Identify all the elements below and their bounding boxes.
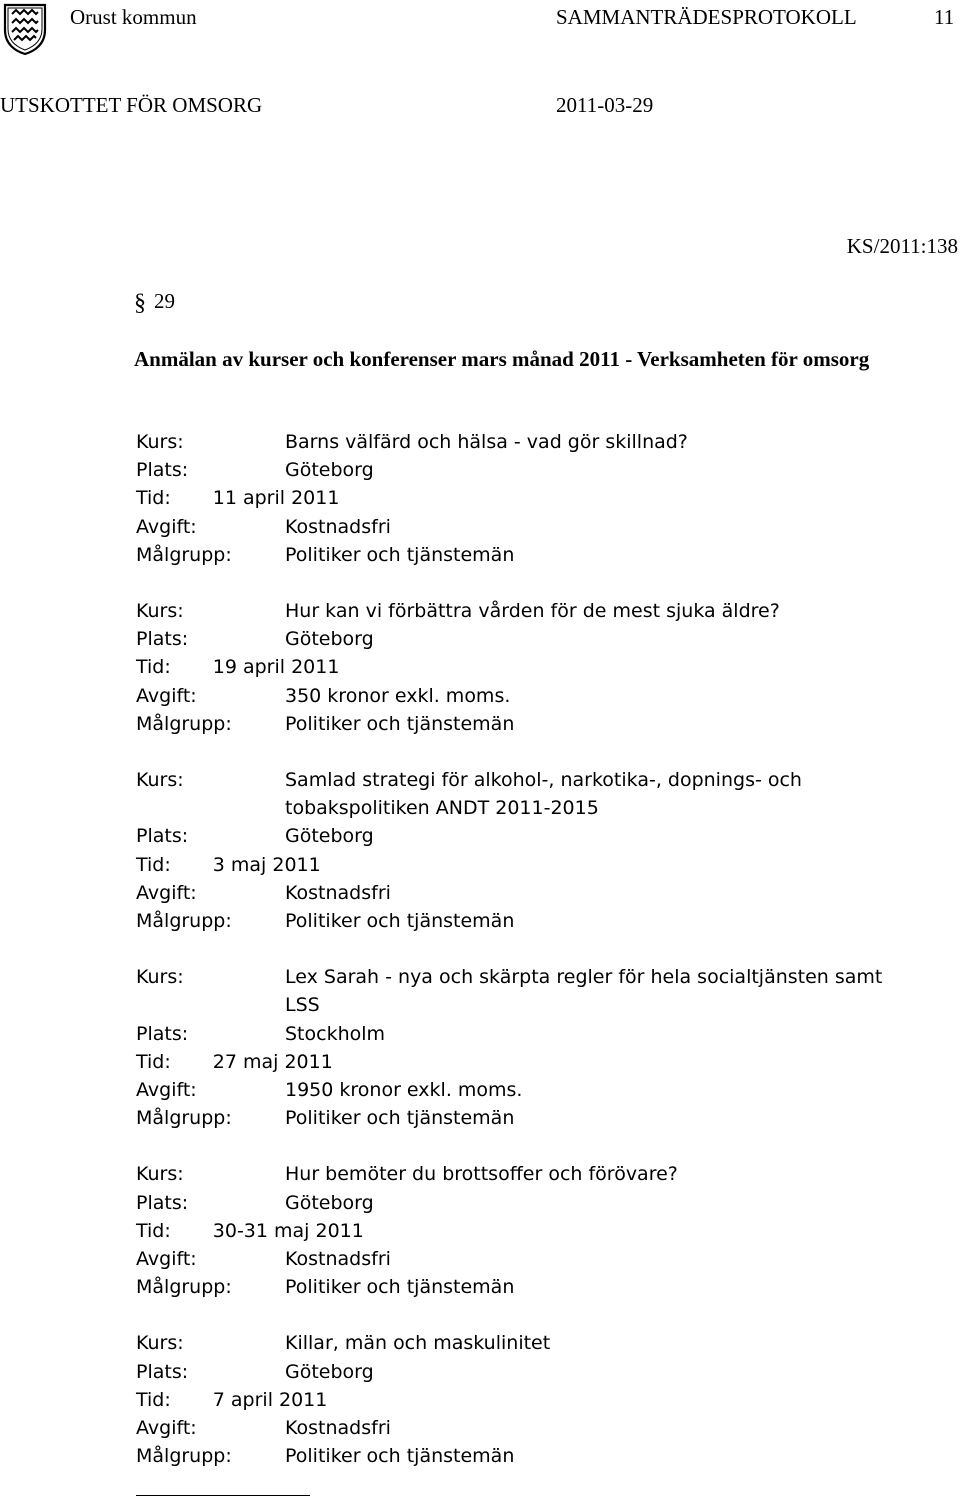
course-malgrupp-label: Målgrupp: <box>136 910 232 933</box>
document-type: SAMMANTRÄDESPROTOKOLL <box>556 5 857 29</box>
course-tid-label: Tid: <box>136 1219 171 1242</box>
course-tid-label: Tid: <box>136 853 171 876</box>
course-tid-row <box>136 1217 946 1245</box>
course-avgift-value: Kostnadsfri <box>285 515 391 538</box>
course-plats-label: Plats: <box>136 628 189 651</box>
page-number: 11 <box>934 5 955 29</box>
course-kurs-row <box>136 428 946 456</box>
course-tid-label: Tid: <box>136 656 171 679</box>
course-kurs-label: Kurs: <box>136 966 184 989</box>
course-entry <box>136 1160 946 1301</box>
course-plats-label: Plats: <box>136 1191 189 1214</box>
footnote-divider <box>136 1495 310 1496</box>
course-plats-row <box>136 1189 946 1217</box>
course-plats-value: Göteborg <box>285 459 374 482</box>
course-malgrupp-row <box>136 541 946 569</box>
course-malgrupp-value: Politiker och tjänstemän <box>285 1445 515 1468</box>
course-tid-row <box>136 851 946 879</box>
course-plats-value: Göteborg <box>285 1191 374 1214</box>
course-tid-value: 3 maj 2011 <box>212 853 321 876</box>
course-tid-value: 30-31 maj 2011 <box>212 1219 364 1242</box>
course-malgrupp-label: Målgrupp: <box>136 1445 232 1468</box>
course-plats-value: Stockholm <box>285 1022 386 1045</box>
course-kurs-row <box>136 1160 946 1188</box>
course-malgrupp-row <box>136 907 946 935</box>
course-entry <box>136 428 946 569</box>
course-plats-row <box>136 1358 946 1386</box>
course-plats-label: Plats: <box>136 825 189 848</box>
course-tid-label: Tid: <box>136 487 171 510</box>
course-avgift-value: 350 kronor exkl. moms. <box>285 684 511 707</box>
course-avgift-label: Avgift: <box>136 515 197 538</box>
course-kurs-row <box>136 597 946 625</box>
course-kurs-value: Hur bemöter du brottsoffer och förövare? <box>285 1163 678 1186</box>
municipality-name: Orust kommun <box>70 5 197 29</box>
course-plats-value: Göteborg <box>285 628 374 651</box>
course-malgrupp-value: Politiker och tjänstemän <box>285 543 515 566</box>
course-malgrupp-row <box>136 710 946 738</box>
meeting-date: 2011-03-29 <box>556 93 654 117</box>
course-avgift-row <box>136 1076 946 1104</box>
course-kurs-label: Kurs: <box>136 1163 184 1186</box>
course-list <box>136 428 946 1499</box>
course-avgift-row <box>136 1414 946 1442</box>
paragraph-number <box>134 287 175 315</box>
course-tid-row <box>136 653 946 681</box>
course-malgrupp-row <box>136 1104 946 1132</box>
course-avgift-label: Avgift: <box>136 1417 197 1440</box>
course-malgrupp-value: Politiker och tjänstemän <box>285 910 515 933</box>
course-kurs-value: Hur kan vi förbättra vården för de mest sjuka äldre? <box>285 600 780 623</box>
course-avgift-value: Kostnadsfri <box>285 1417 391 1440</box>
course-malgrupp-value: Politiker och tjänstemän <box>285 712 515 735</box>
course-malgrupp-label: Målgrupp: <box>136 543 232 566</box>
course-avgift-label: Avgift: <box>136 1248 197 1271</box>
course-kurs-label: Kurs: <box>136 431 184 453</box>
course-plats-label: Plats: <box>136 459 189 482</box>
course-plats-label: Plats: <box>136 1360 189 1383</box>
course-entry <box>136 597 946 738</box>
course-kurs-row <box>136 963 946 1019</box>
course-avgift-value: Kostnadsfri <box>285 1248 391 1271</box>
course-tid-label: Tid: <box>136 1388 171 1411</box>
course-tid-row <box>136 484 946 512</box>
course-plats-row <box>136 1020 946 1048</box>
course-kurs-value: Lex Sarah - nya och skärpta regler för hela socialtjänsten samt LSS <box>285 966 883 1017</box>
course-avgift-row <box>136 682 946 710</box>
course-plats-value: Göteborg <box>285 1360 374 1383</box>
course-avgift-label: Avgift: <box>136 1079 197 1102</box>
course-malgrupp-value: Politiker och tjänstemän <box>285 1107 515 1130</box>
course-malgrupp-row <box>136 1442 946 1470</box>
course-tid-value: 19 april 2011 <box>212 656 340 679</box>
paragraph-symbol: § <box>134 290 146 316</box>
course-plats-value: Göteborg <box>285 825 374 848</box>
committee-name: UTSKOTTET FÖR OMSORG <box>0 93 263 117</box>
course-kurs-value: Barns välfärd och hälsa - vad gör skillnad? <box>285 431 688 453</box>
course-avgift-label: Avgift: <box>136 684 197 707</box>
course-tid-value: 7 april 2011 <box>212 1388 328 1411</box>
course-entry <box>136 766 946 935</box>
course-tid-row <box>136 1048 946 1076</box>
course-malgrupp-label: Målgrupp: <box>136 712 232 735</box>
course-plats-row <box>136 456 946 484</box>
course-entry <box>136 1329 946 1470</box>
course-kurs-row <box>136 766 946 822</box>
course-kurs-label: Kurs: <box>136 1332 184 1355</box>
course-entry <box>136 963 946 1132</box>
case-number: KS/2011:138 <box>846 234 958 258</box>
course-plats-label: Plats: <box>136 1022 189 1045</box>
course-tid-value: 11 april 2011 <box>212 487 340 510</box>
course-avgift-label: Avgift: <box>136 881 197 904</box>
section-title: Anmälan av kurser och konferenser mars månad 2011 - Verksamheten för omsorg <box>134 347 870 371</box>
course-malgrupp-row <box>136 1273 946 1301</box>
course-tid-row <box>136 1386 946 1414</box>
course-avgift-value: Kostnadsfri <box>285 881 391 904</box>
paragraph-value: 29 <box>154 289 175 313</box>
course-avgift-row <box>136 879 946 907</box>
course-avgift-row <box>136 1245 946 1273</box>
course-tid-label: Tid: <box>136 1050 171 1073</box>
course-kurs-label: Kurs: <box>136 600 184 623</box>
course-malgrupp-value: Politiker och tjänstemän <box>285 1276 515 1299</box>
course-kurs-value: Killar, män och maskulinitet <box>285 1332 551 1355</box>
course-kurs-value: Samlad strategi för alkohol-, narkotika-, dopnings- och tobakspolitiken ANDT 2011-2015 <box>285 769 802 820</box>
course-plats-row <box>136 625 946 653</box>
course-avgift-value: 1950 kronor exkl. moms. <box>285 1079 523 1102</box>
course-avgift-row <box>136 513 946 541</box>
course-plats-row <box>136 822 946 850</box>
course-malgrupp-label: Målgrupp: <box>136 1107 232 1130</box>
course-malgrupp-label: Målgrupp: <box>136 1276 232 1299</box>
course-kurs-row <box>136 1329 946 1357</box>
municipality-coat-of-arms-icon <box>2 2 48 56</box>
course-kurs-label: Kurs: <box>136 769 184 792</box>
course-tid-value: 27 maj 2011 <box>212 1050 333 1073</box>
